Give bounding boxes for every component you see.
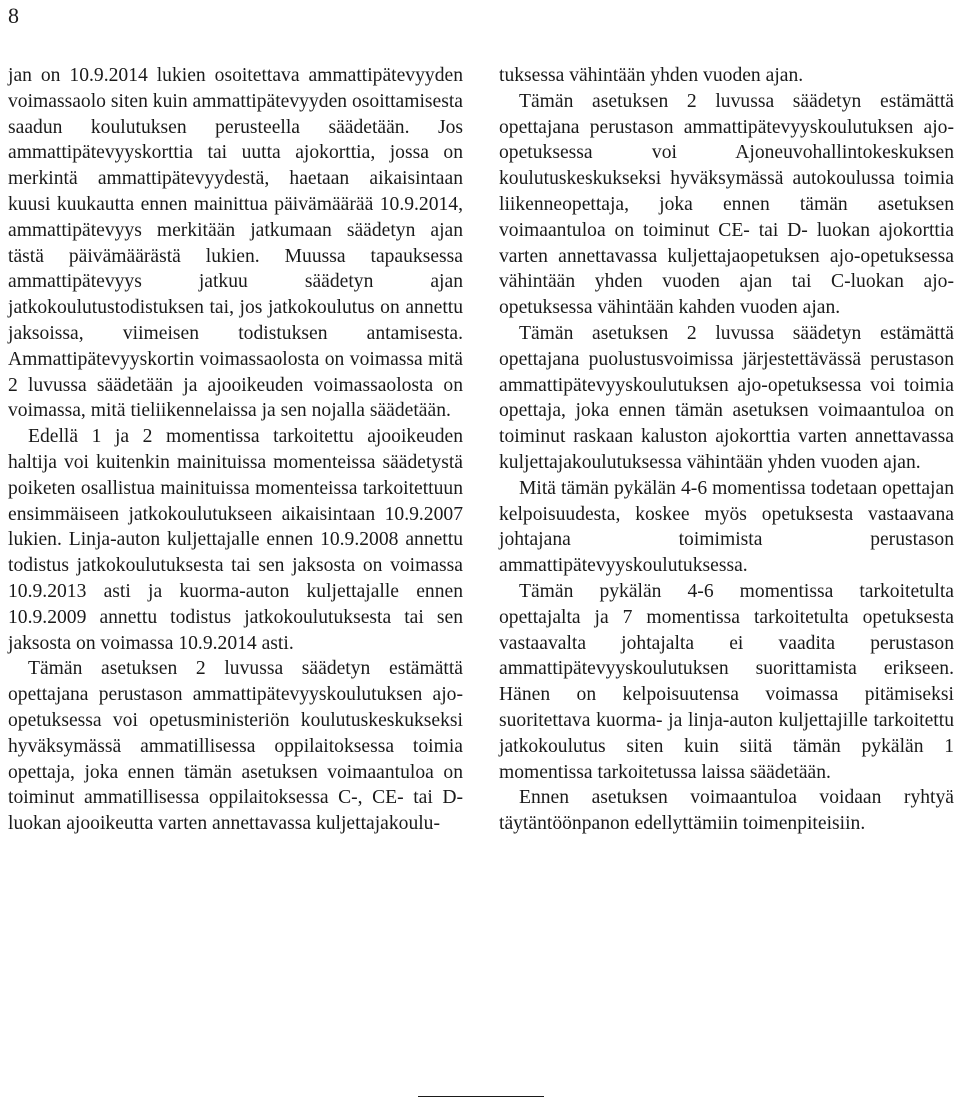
right-column (499, 63, 954, 837)
paragraph-right-1: tuksessa vähintään yhden vuoden ajan. (499, 65, 804, 86)
paragraph-right-3: Tämän asetuksen 2 luvussa säädetyn estämättä opettajana puolustusvoimissa järjestettävässä perustason ammattipätevyyskoulutuksen ajo-opetuksessa voi toimia opettaja, joka ennen tämän asetuksen voimaantuloa on toiminut raskaan kaluston ajokorttia varten annettavassa kuljettajakoulutuksessa vähintään yhden vuoden ajan. (499, 322, 954, 473)
paragraph-left-1: jan on 10.9.2014 lukien osoitettava ammattipätevyyden voimassaolo siten kuin ammattipätevyyden osoittamisesta saadun koulutuksen perusteella säädetään. Jos ammattipätevyyskorttia tai uutta ajokorttia, jossa on merkintä ammattipätevyydestä, haetaan aikaisintaan kuusi kuukautta ennen mainittua päivämäärää 10.9.2014, ammattipätevyys merkitään jatkumaan säädetyn ajan tästä päivämäärästä lukien. Muussa tapauksessa ammattipätevyys jatkuu säädetyn ajan jatkokoulutustodistuksen tai, jos jatkokoulutus on annettu jaksoissa, viimeisen todistuksen antamisesta. Ammattipätevyyskortin voimassaolosta on voimassa mitä 2 luvussa säädetään ja ajooikeuden voimassaolosta on voimassa, mitä tieliikennelaissa ja sen nojalla säädetään. (8, 65, 463, 422)
paragraph-right-5: Tämän pykälän 4-6 momentissa tarkoitetulta opettajalta ja 7 momentissa tarkoitetulta opetuksesta vastaavalta johtajalta ei vaadita perustason ammattipätevyyskoulutuksen suorittamista erikseen. Hänen on kelpoisuutensa voimassa pitämiseksi suoritettava kuorma- ja linja-auton kuljettajille tarkoitettu jatkokoulutus siten kuin siitä tämän pykälän 1 momentissa tarkoitetussa laissa säädetään. (499, 580, 954, 783)
paragraph-right-6: Ennen asetuksen voimaantuloa voidaan ryhtyä täytäntöönpanon edellyttämiin toimenpiteisiin. (499, 787, 954, 835)
paragraph-right-4: Mitä tämän pykälän 4-6 momentissa todetaan opettajan kelpoisuudesta, koskee myös opetuksesta vastaavana johtajana toimimista perustason ammattipätevyyskoulutuksessa. (499, 477, 954, 577)
paragraph-right-2: Tämän asetuksen 2 luvussa säädetyn estämättä opettajana perustason ammattipätevyyskoulutuksen ajo-opetuksessa voi Ajoneuvohallintokeskuksen koulutuskeskukseksi hyväksymässä autokoulussa toimia liikenneopettaja, joka ennen tämän asetuksen voimaantuloa on toiminut CE- tai D- luokan ajokorttia varten annettavassa kuljettajaopetuksen ajo-opetuksessa vähintään yhden vuoden ajan tai C-luokan ajo-opetuksessa vähintään kahden vuoden ajan. (499, 90, 954, 319)
paragraph-left-2: Edellä 1 ja 2 momentissa tarkoitettu ajooikeuden haltija voi kuitenkin mainituissa momenteissa säädetystä poiketen osallistua mainituissa momenteissa tarkoitettuun ensimmäiseen jatkokoulutukseen aikaisintaan 10.9.2007 lukien. Linja-auton kuljettajalle ennen 10.9.2008 annettu todistus jatkokoulutuksesta tai sen jaksosta on voimassa 10.9.2013 asti ja kuorma-auton kuljettajalle ennen 10.9.2009 annettu todistus jatkokoulutuksesta tai sen jaksosta on voimassa 10.9.2014 asti. (8, 426, 463, 654)
left-column (8, 63, 463, 837)
footer-divider (418, 1096, 544, 1097)
paragraph-left-3: Tämän asetuksen 2 luvussa säädetyn estämättä opettajana perustason ammattipätevyyskoulutuksen ajo-opetuksessa voi opetusministeriön koulutuskeskukseksi hyväksymässä ammatillisessa oppilaitoksessa toimia opettaja, joka ennen tämän asetuksen voimaantuloa on toiminut ammatillisessa oppilaitoksessa C-, CE- tai D-luokan ajooikeutta varten annettavassa kuljettajakoulu- (8, 658, 463, 835)
page-number: 8 (8, 3, 19, 28)
